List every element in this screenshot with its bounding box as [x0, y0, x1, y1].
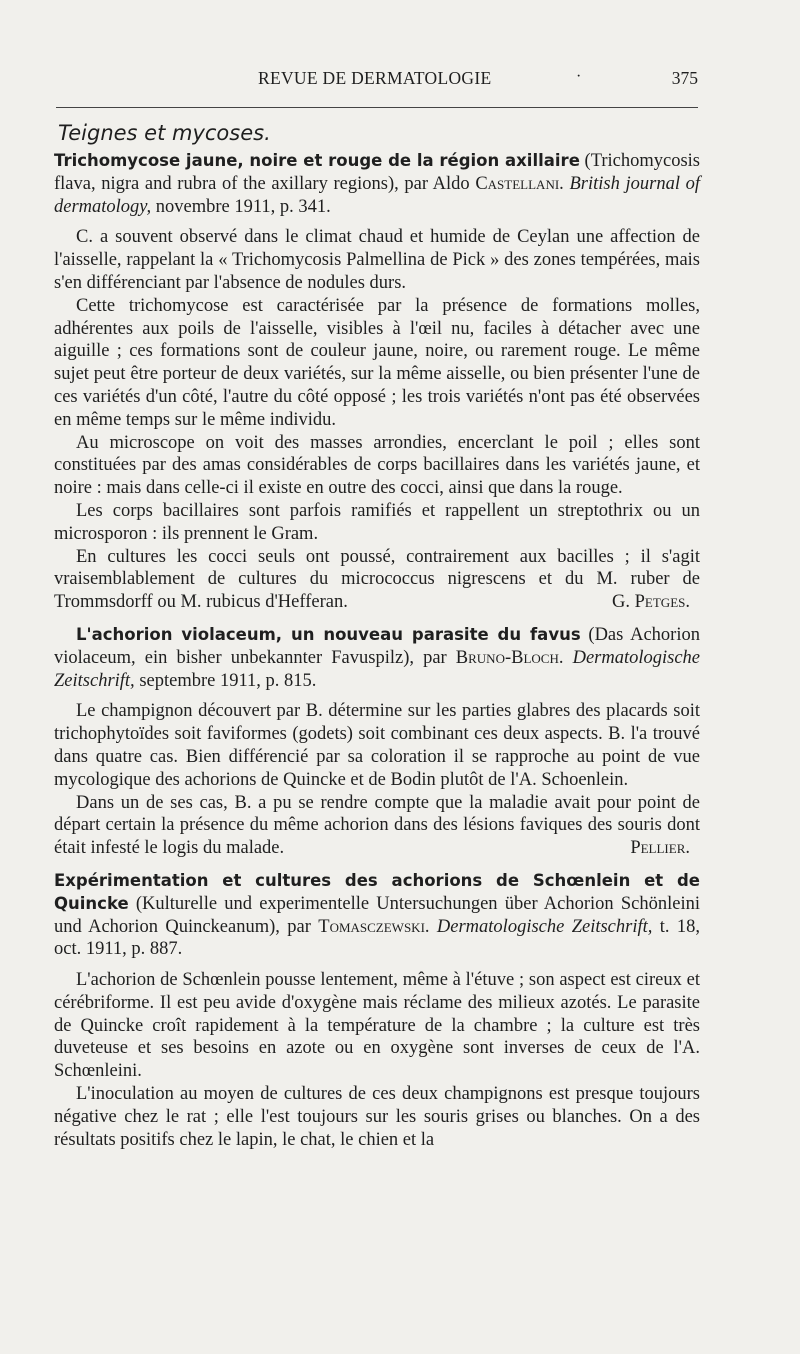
author-name: Tomasczewski	[318, 916, 425, 937]
journal-name: British journal of dermatology,	[54, 173, 701, 217]
article-3-reference	[54, 870, 700, 961]
journal-name: Dermatologische Zeitschrift,	[54, 647, 701, 691]
header-dot: ·	[576, 68, 582, 85]
reference-text: (Kulturelle und experimentelle Untersuchungen über Achorion Schönleini und Achorion Quinckeanum), par	[54, 893, 700, 937]
journal-title: REVUE DE DERMATOLOGIE	[258, 68, 492, 88]
reference-separator: .	[559, 173, 570, 194]
reference-separator: .	[558, 647, 573, 668]
reference-end: septembre 1911, p. 815.	[134, 670, 317, 691]
author-name: Bruno-Bloch	[455, 647, 559, 668]
paragraph: L'achorion de Schœnlein pousse lentement, même à l'étuve ; son aspect est cireux et cérébriforme. Il est peu avide d'oxygène mais réclame des milieux azotés. Le parasite de Quincke croît rapidement à la température de la chambre ; la culture est très duveteuse et ses besoins en azote ou en oxygène sont inverses de ceux de l'A. Schœnleini.	[54, 970, 700, 1082]
paragraph-with-signature	[54, 546, 700, 614]
article-2-reference	[54, 624, 700, 692]
section-title: Teignes et mycoses.	[58, 121, 271, 145]
paragraph-with-signature	[54, 792, 700, 860]
running-head	[0, 68, 800, 94]
author-name: Castellani	[475, 173, 560, 194]
paragraph: Le champignon découvert par B. détermine sur les parties glabres des placards soit trichophytoïdes soit faviformes (godets) soit combinant ces deux aspects. B. l'a trouvé dans quatre cas. Bien différencié par sa coloration il se rapproche au point de vue mycologique des achorions de Quincke et de Bodin plutôt de l'A. Schoenlein.	[54, 701, 700, 790]
signature: Pellier.	[630, 838, 690, 859]
paragraph-text: Dans un de ses cas, B. a pu se rendre compte que la maladie avait pour point de départ certain la présence du même achorion dans des lésions faviques des souris dont était infesté le logis du malade.	[54, 792, 700, 859]
paragraph-text: En cultures les cocci seuls ont poussé, contrairement aux bacilles ; il s'agit vraisemblablement de cultures du micrococcus nigrescens et du M. ruber de Trommsdorff ou M. rubicus d'Hefferan.	[54, 546, 700, 613]
article-title: Trichomycose jaune, noire et rouge de la région axillaire	[54, 151, 580, 170]
article-title: Expérimentation et cultures des achorions de Schœnlein et de Quincke	[54, 870, 700, 913]
reference-separator: .	[424, 916, 437, 937]
paragraph: Au microscope on voit des masses arrondies, encerclant le poil ; elles sont constituées par des amas considérables de corps bacillaires dans les variétés jaune, et noire : mais dans celle-ci il existe en outre des cocci, ainsi que dans la rouge.	[54, 432, 700, 499]
page-body	[54, 118, 700, 1151]
article-title: L'achorion violaceum, un nouveau parasite du favus	[76, 624, 581, 644]
header-rule	[56, 107, 698, 108]
paragraph: C. a souvent observé dans le climat chaud et humide de Ceylan une affection de l'aisselle, rappelant la « Trichomycosis Palmellina de Pick » des zones tempérées, mais s'en différenciant par l'absence de nodules durs.	[54, 227, 700, 293]
reference-end: t. 18, oct. 1911, p. 887.	[54, 916, 701, 960]
paragraph: Cette trichomycose est caractérisée par la présence de formations molles, adhérentes aux poils de l'aisselle, visibles à l'œil nu, faciles à détacher avec une aiguille ; ces formations sont de couleur jaune, noire, ou rarement rouge. Le même sujet peut être porteur de deux variétés, sur la même aisselle, ou bien présenter l'une de ces variétés d'un côté, l'autre du côté opposé ; les trois variétés n'ont pas été observées en même temps sur le même individu.	[54, 295, 700, 430]
reference-text: (Trichomycosis flava, nigra and rubra of the axillary regions), par Aldo	[54, 151, 700, 194]
reference-text: (Das Achorion violaceum, ein bisher unbekannter Favuspilz), par	[54, 624, 700, 668]
page-number: 375	[671, 68, 698, 88]
paragraph: L'inoculation au moyen de cultures de ces deux champignons est presque toujours négative chez le rat ; elle l'est toujours sur les souris grises ou blanches. On a des résultats positifs chez le lapin, le chat, le chien et la	[54, 1084, 700, 1150]
signature: G. Petges.	[612, 592, 690, 613]
reference-end: novembre 1911, p. 341.	[151, 196, 331, 217]
paragraph: Les corps bacillaires sont parfois ramifiés et rappellent un streptothrix ou un microsporon : ils prennent le Gram.	[54, 500, 700, 544]
article-1-reference	[54, 150, 700, 218]
journal-name: Dermatologische Zeitschrift,	[436, 916, 653, 937]
